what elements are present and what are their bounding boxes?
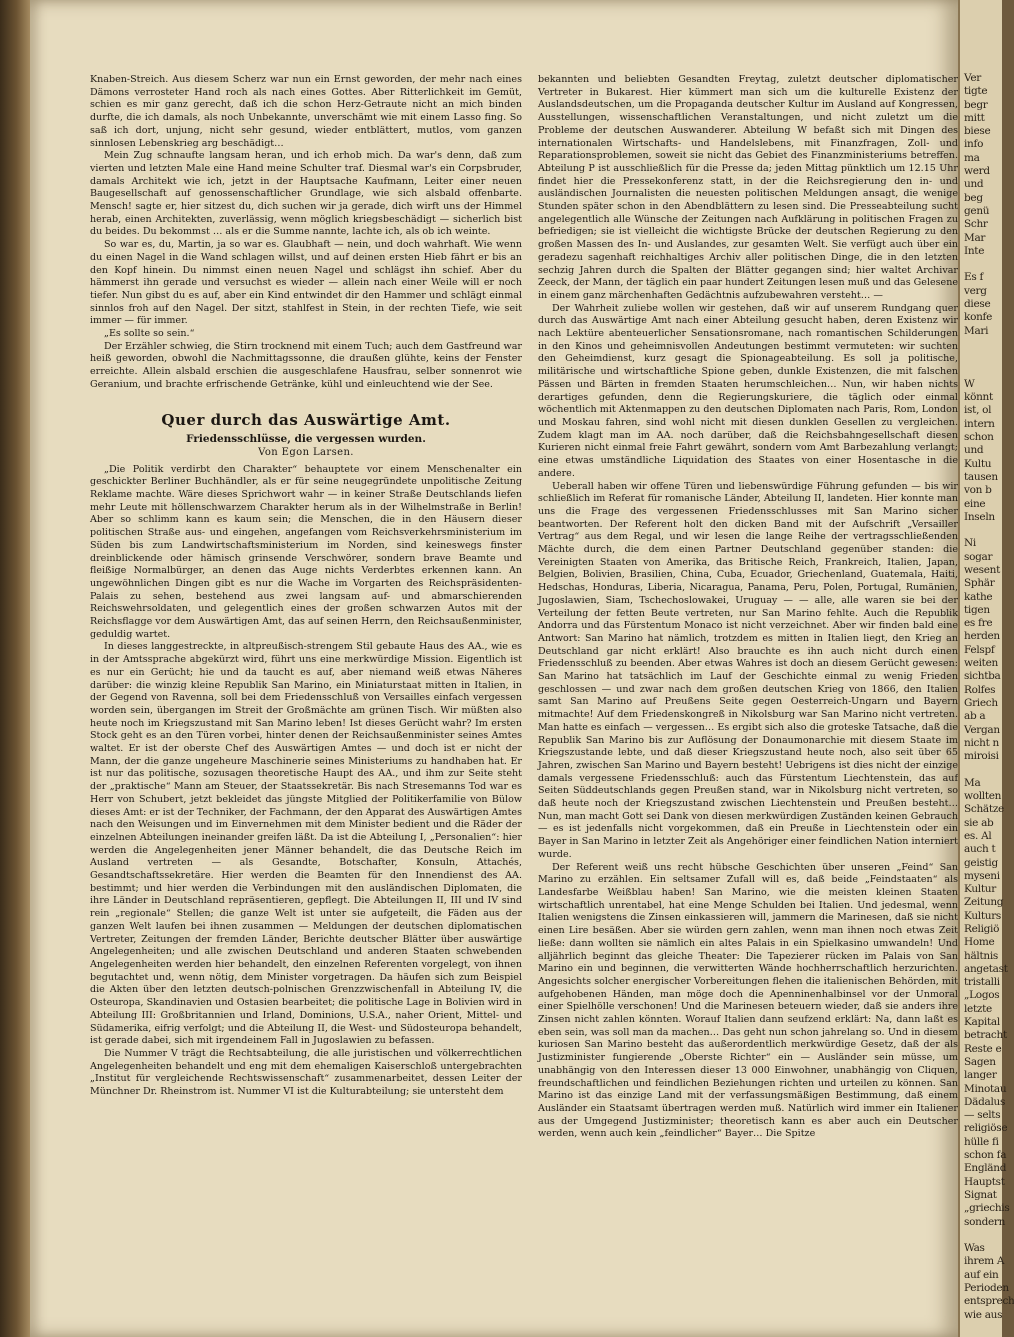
paragraph: So war es, du, Martin, ja so war es. Glaubhaft — nein, und doch wahrhaft. Wie wenn du einen Nagel in die Wand schlagen willst, und auf deinen ersten Hieb fährt er bis an den Kopf hinein. Du nimmst einen neuen Nagel und schlägst ihn schief. Aber du hämmerst ihn gerade und versuchst es wieder — allein nach einer Weile will er noch tiefer. Nun gibst du es auf, aber ein Kind entwindet dir den Hammer und schlägt einmal sinnlos froh auf den Nagel. Der sitzt, stahlfest in Stein, in der rechten Tiefe, wie seit immer — für immer. bbox=[90, 239, 522, 327]
article-byline: Von Egon Larsen. bbox=[258, 446, 354, 458]
paragraph: Knaben-Streich. Aus diesem Scherz war nun ein Ernst geworden, der mehr nach eines Dämons verrosteter Hand roch als nach eines Gottes. Aber Ritterlichkeit im Gemüt, schien es mir ganz gerecht, daß ich die schon Herz-Getraute nicht an mich binden durfte, die ich damals, als noch Unbekannte, unverschämt wie mit einem Lasso fing. So saß ich dort, unjung, nicht sehr gesund, wieder entblättert, mutlos, vom ganzen sinnlosen Lebenskrieg arg beschädigt… bbox=[90, 74, 522, 149]
paragraph: Der Wahrheit zuliebe wollen wir gestehen, daß wir auf unserem Rundgang quer durch das Auswärtige Amt nach einer Abteilung gesucht haben, deren Existenz wir nach Lektüre abenteuerlicher Sensationsromane, nach romantischen Schilderungen in den Kinos und geheimnisvollen Andeutungen bestimmt vermuteten: wir suchten den Geheimdienst, kurz gesagt die Spionageabteilung. Es soll ja politische, militärische und wirtschaftliche Spione geben, dunkle Existenzen, die mit falschen Pässen und Bärten in fremden Staaten herumschleichen… Nun, wir haben nichts derartiges gefunden, denn die Regierungskuriere, die täglich oder einmal wöchentlich mit Aktenmappen zu den deutschen Diplomaten nach Paris, Rom, London und Moskau fahren, sind wohl nicht mit diesen dunklen Gesellen zu vergleichen. Zudem klagt man im AA. noch darüber, daß die Reichsbahngesellschaft diesen Kurieren nicht einmal freie Fahrt gewährt, sondern vom Amt Barbezahlung verlangt; eine etwas umständliche Liquidation des Staates von einer Hosentasche in die andere. bbox=[538, 302, 958, 479]
paragraph: bekannten und beliebten Gesandten Freytag, zuletzt deutscher diplomatischer Vertreter in Bukarest. Hier kümmert man sich um die kulturelle Existenz der Auslandsdeutschen, um die Propaganda deutscher Kultur im Ausland auf Kongressen, Ausstellungen, wissenschaftlichen Veranstaltungen, und nicht zuletzt um die Probleme der deutschen Auswanderer. Abteilung W befaßt sich mit Dingen des internationalen Wirtschafts- und Handelslebens, mit Finanzfragen, Zoll- und Reparationsproblemen, soweit sie nicht das Gebiet des Finanzministeriums betreffen. Abteilung P ist ausschließlich für die Presse da; jeden Mittag pünktlich um 12.15 Uhr findet hier die Pressekonferenz statt, in der die Reichsregierung den in- und ausländischen Journalisten die neuesten politischen Meldungen ansagt, die wenige Stunden später schon in den Abendblättern zu lesen sind. Die Presseabteilung sucht angelegentlich alle Wünsche der Zeitungen nach Aufklärung in politischen Fragen zu befriedigen; sie ist vielleicht die wichtigste Brücke der deutschen Regierung zu den großen Massen des In- und Auslandes, zur gesamten Welt. Sie verfügt auch über ein geradezu sagenhaft reichhaltiges Archiv aller politischen Dinge, die in den letzten sechzig Jahren durch die Spalten der Blätter gegangen sind; hier waltet Archivar Zeeck, der Mann, der täglich ein paar hundert Zeitungen lesen muß und das Gelesene in einem ganz märchenhaften Gedächtnis aufzubewahren versteht… — bbox=[538, 74, 958, 301]
column-left bbox=[90, 74, 522, 1099]
article-subheadline: Friedensschlüsse, die vergessen wurden. bbox=[186, 432, 426, 445]
paragraph: Die Nummer V trägt die Rechtsabteilung, die alle juristischen und völkerrechtlichen Angelegenheiten behandelt und eng mit dem ehemaligen Kaiserschloß untergebrachten „Institut für vergleichende Rechtswissenschaft“ zusammenarbeitet, dessen Leiter der Münchner Dr. Rheinstrom ist. Nummer VI ist die Kulturabteilung; sie untersteht dem bbox=[90, 1047, 522, 1098]
adjacent-page-text: Ver tigte begr mitt biese info ma werd und beg genü Schr Mar Inte Es f verg diese konfe Mari W könnt ist, ol intern schon und Kultu tausen von b eine Inseln Ni sogar wesent Sphär kathe tigen es fre herden Felspf weiten sichtba Rolfes Griech ab a Vergan nicht n miroisi Ma wollten Schätze sie ab es. Al auch t geistig myseni Kultur Zeitung Kulturs Religiö Home hältnis angetast tristalli „Logos letzte Kapital betracht Reste e Sagen langer Minotau Dädalus — selts religiöse hülle fi schon fa Engländ Hauptst Signat „griechis sondern Was ihrem A auf ein Perioden entsprech wie aus bbox=[964, 72, 1014, 1321]
quote-line: „Es sollte so sein.“ bbox=[104, 328, 195, 340]
book-spine bbox=[0, 0, 30, 1337]
column-right bbox=[538, 74, 958, 1141]
paragraph: Mein Zug schnaufte langsam heran, und ich erhob mich. Da war's denn, daß zum vierten und letzten Male eine Hand meine Schulter traf. Diesmal war's ein Corpsbruder, damals Architekt wie ich, jetzt in der Hauptsache Kaufmann, Leiter einer neuen Baugesellschaft auf genossenschaftlicher Grundlage, wie sich alsbald offenbarte. Mensch! sagte er, hier sitzest du, dich suchen wir ja gerade, dich wirft uns der Himmel herab, einen Architekten, zuverlässig, wenn möglich kriegsbeschädigt — sicherlich bist du beides. Du bekommst … als er die Summe nannte, lachte ich, als ob ich weinte. bbox=[90, 150, 522, 238]
paragraph: Der Referent weiß uns recht hübsche Geschichten über unseren „Feind“ San Marino zu erzählen. Ein seltsamer Zufall will es, daß beide „Feindstaaten“ als Landesfarbe Weißblau haben! San Marino, wie die meisten kleinen Staaten wirtschaftlich unrentabel, hat eine Menge Schulden bei Italien. Und jedesmal, wenn Italien wenigstens die Zinsen einkassieren will, jammern die Marinesen, daß sie nicht einen Lire besäßen. Aber sie würden gern zahlen, wenn man ihnen noch etwas Zeit ließe: dann wollten sie nämlich ein altes Palais in ein Spielkasino umwandeln! Und alljährlich beginnt das gleiche Theater: Die Tapezierer rücken im Palais von San Marino ein und beginnen, die verwitterten Wände hochherrschaftlich herzurichten. Angesichts solcher energischer Vorbereitungen flehen die italienischen Behörden, mit aufgehobenen Händen, man möge doch die Apenninenhalbinsel vor der Unmoral einer Spielhölle verschonen! Und die Marinesen beteuern wieder, daß sie anders ihre Zinsen nicht zahlen könnten. Worauf Italien dann seufzend erklärt: Na, dann laßt es eben sein, was soll man da machen… Das geht nun schon jahrelang so. Und in diesem kuriosen San Marino besteht das außerordentlich merkwürdige Gesetz, daß der als Justizminister fungierende „Oberste Richter“ ein — Ausländer sein müsse, um unabhängig von den Interessen dieser 13 000 Einwohner, unabhängig von Cliquen, freundschaftlichen und feindlichen Beziehungen richten und urteilen zu können. San Marino ist das einzige Land mit der verfassungsmäßigen Bestimmung, daß einem Ausländer ein Staatsamt übertragen werden muß. Natürlich wird immer ein Italiener aus der Umgegend Justizminister; theoretisch kann es aber auch ein Deutscher werden, wenn auch kein „feindlicher“ Bayer… Die Spitze bbox=[538, 861, 958, 1140]
paragraph: „Die Politik verdirbt den Charakter“ behauptete vor einem Menschenalter ein geschickter Berliner Buchhändler, als er für seine neugegründete unpolitische Zeitung Reklame machte. Wäre dieses Sprichwort wahr — in keiner Straße Deutschlands liefen mehr Leute mit höllenschwarzem Charakter herum als in der Wilhelmstraße in Berlin! Aber so schlimm kann es kaum sein; die Menschen, die in den Häusern dieser politischen Straße aus- und eingehen, angefangen vom Reichsverkehrsministerium im Süden bis zum Landwirtschaftsministerium im Norden, sind keineswegs finster dreinblickende oder hämisch grinsende Verschwörer, sondern brave Beamte und fleißige Normalbürger, an denen das Auge nichts Verderbtes erkennen kann. An ungewöhnlichen Dingen gibt es nur die Wache im Vorgarten des Reichspräsidenten-Palais zu sehen, bestehend aus zwei langsam auf- und abmarschierenden Reichswehrsoldaten, und gelegentlich eines der großen schwarzen Autos mit der Reichsflagge vor dem Auswärtigen Amt, das auf seinen Herrn, den Reichsaußenminister, geduldig wartet. bbox=[90, 463, 522, 640]
article-headline: Quer durch das Auswärtige Amt. bbox=[161, 410, 451, 429]
paragraph: Ueberall haben wir offene Türen und liebenswürdige Führung gefunden — bis wir schließlich im Referat für romanische Länder, Abteilung II, landeten. Hier konnte man uns die Frage des vergessenen Friedensschlusses mit San Marino sicher beantworten. Der Referent holt den dicken Band mit der Aufschrift „Versailler Vertrag“ aus dem Regal, und wir lesen die lange Reihe der vertragsschließenden Mächte durch, die dem einen Partner Deutschland gegenüber standen: die Vereinigten Staaten von Amerika, das Britische Reich, Frankreich, Italien, Japan, Belgien, Bolivien, Brasilien, China, Cuba, Ecuador, Griechenland, Guatemala, Haiti, Hedschas, Honduras, Liberia, Nicaragua, Panama, Peru, Polen, Portugal, Rumänien, Jugoslawien, Siam, Tschechoslowakei, Uruguay — — alle, alle waren sie bei der Verteilung der fetten Beute vertreten, nur San Marino fehlte. Auch die Republik Andorra und das Fürstentum Monaco ist nicht verzeichnet. Aber wir finden bald eine Antwort: San Marino hat nämlich, trotzdem es mitten in Italien liegt, den Krieg an Deutschland gar nicht erklärt! Also brauchte es ihn auch nicht durch einen Friedensschluß zu beenden. Aber etwas Wahres ist doch an diesem Gerücht gewesen: San Marino hat tatsächlich im Lauf der Geschichte einmal zu wenig Frieden geschlossen — und zwar nach dem großen deutschen Krieg von 1866, den Italien samt San Marino auf Preußens Seite gegen Oesterreich-Ungarn und Bayern mitmachte! Auf dem Friedenskongreß in Nikolsburg war San Marino nicht vertreten. Man hatte es einfach — vergessen… Es ergibt sich also die groteske Tatsache, daß die Republik San Marino bis zur Auflösung der Donaumonarchie mit diesem Staate im Kriegszustande lebte, und daß dieser Kriegszustand heute noch, also seit über 65 Jahren, zwischen San Marino und Bayern besteht! Uebrigens ist dies nicht der einzige damals vergessene Friedensschluß: auch das Fürstentum Liechtenstein, das auf Seiten Süddeutschlands gegen Preußen stand, war in Nikolsburg nicht vertreten, so daß heute noch der Kriegszustand zwischen Liechtenstein und Preußen besteht… Nun, man macht Gott sei Dank von diesen merkwürdigen Zuständen keinen Gebrauch — es ist jedenfalls nicht vorgekommen, daß ein Preuße in Liechtenstein oder ein Bayer in San Marino in letzter Zeit als Angehöriger einer feindlichen Nation interniert wurde. bbox=[538, 480, 958, 860]
adjacent-page-edge bbox=[958, 0, 1014, 1337]
paragraph: In dieses langgestreckte, in altpreußisch-strengem Stil gebaute Haus des AA., wie es in der Amtssprache abgekürzt wird, führt uns eine merkwürdige Mission. Eigentlich ist es nur ein Gerücht; hie und da taucht es auf, aber niemand weiß etwas Näheres darüber: die winzig kleine Republik San Marino, ein Miniaturstaat mitten in Italien, in der Gegend von Ravenna, soll bei dem Friedensschluß von Versailles einfach vergessen worden sein, übergangen im Streit der Großmächte am grünen Tisch. Wir müßten also heute noch im Kriegszustand mit San Marino leben! Ist dieses Gerücht wahr? Im ersten Stock geht es an den Türen vorbei, hinter denen der Reichsaußenminister seines Amtes waltet. Er ist der oberste Chef des Auswärtigen Amtes — und doch ist er nicht der Mann, der die ganze ungeheure Maschinerie seines Ministeriums zu handhaben hat. Er ist nur das politische, sozusagen theoretische Haupt des AA., und ihm zur Seite steht der „praktische“ Mann am Steuer, der Staatssekretär. Bis nach Stresemanns Tod war es Herr von Schubert, jetzt bekleidet das jüngste Mitglied der Politikerfamilie von Bülow dieses Amt: er ist der Techniker, der Fachmann, der den Apparat des Auswärtigen Amtes nach den Weisungen und im Einvernehmen mit dem Minister bedient und die Räder der einzelnen Abteilungen ineinander greifen läßt. Da ist die Abteilung I, „Personalien“: hier werden die Angelegenheiten jener Männer behandelt, die das Deutsche Reich im Ausland vertreten — als Gesandte, Botschafter, Konsuln, Attachés, Gesandtschaftssekretäre. Hier werden die Beamten für den Innendienst des AA. bestimmt; und hier werden die Verbindungen mit den ausländischen Diplomaten, die ihre Länder in Deutschland repräsentieren, gepflegt. Die Abteilungen II, III und IV sind rein „regionale“ Stellen; die ganze Welt ist unter sie aufgeteilt, die Fäden aus der ganzen Welt laufen bei ihnen zusammen — Meldungen der deutschen diplomatischen Vertreter, Zeitungen der fremden Länder, Berichte deutscher Blätter über auswärtige Angelegenheiten; und alle zwischen Deutschland und anderen Staaten schwebenden Angelegenheiten werden hier behandelt, den einzelnen Referenten vorgelegt, von ihnen begutachtet und, wenn nötig, dem Minister vorgetragen. Da häufen sich zum Beispiel die Akten über den letzten deutsch-polnischen Grenzzwischenfall in Abteilung IV, die Osteuropa, Skandinavien und Ostasien bearbeitet; die politische Lage in Bolivien wird in Abteilung III: Großbritannien und Irland, Dominions, U.S.A., naher Orient, Mittel- und Südamerika, eifrig verfolgt; und die Abteilung II, die West- und Südosteuropa behandelt, ist gerade dabei, sich mit irgendeinem Fall in Jugoslawien zu befassen. bbox=[90, 641, 522, 1047]
paragraph: Der Erzähler schwieg, die Stirn trocknend mit einem Tuch; auch dem Gastfreund war heiß geworden, obwohl die Nachmittagssonne, die draußen glühte, keins der Fenster erreichte. Allein alsbald erschien die ausgeschlafene Hausfrau, selber sonnenrot wie Geranium, und brachte erfrischende Getränke, kühl und einleuchtend wie der See. bbox=[90, 340, 522, 390]
